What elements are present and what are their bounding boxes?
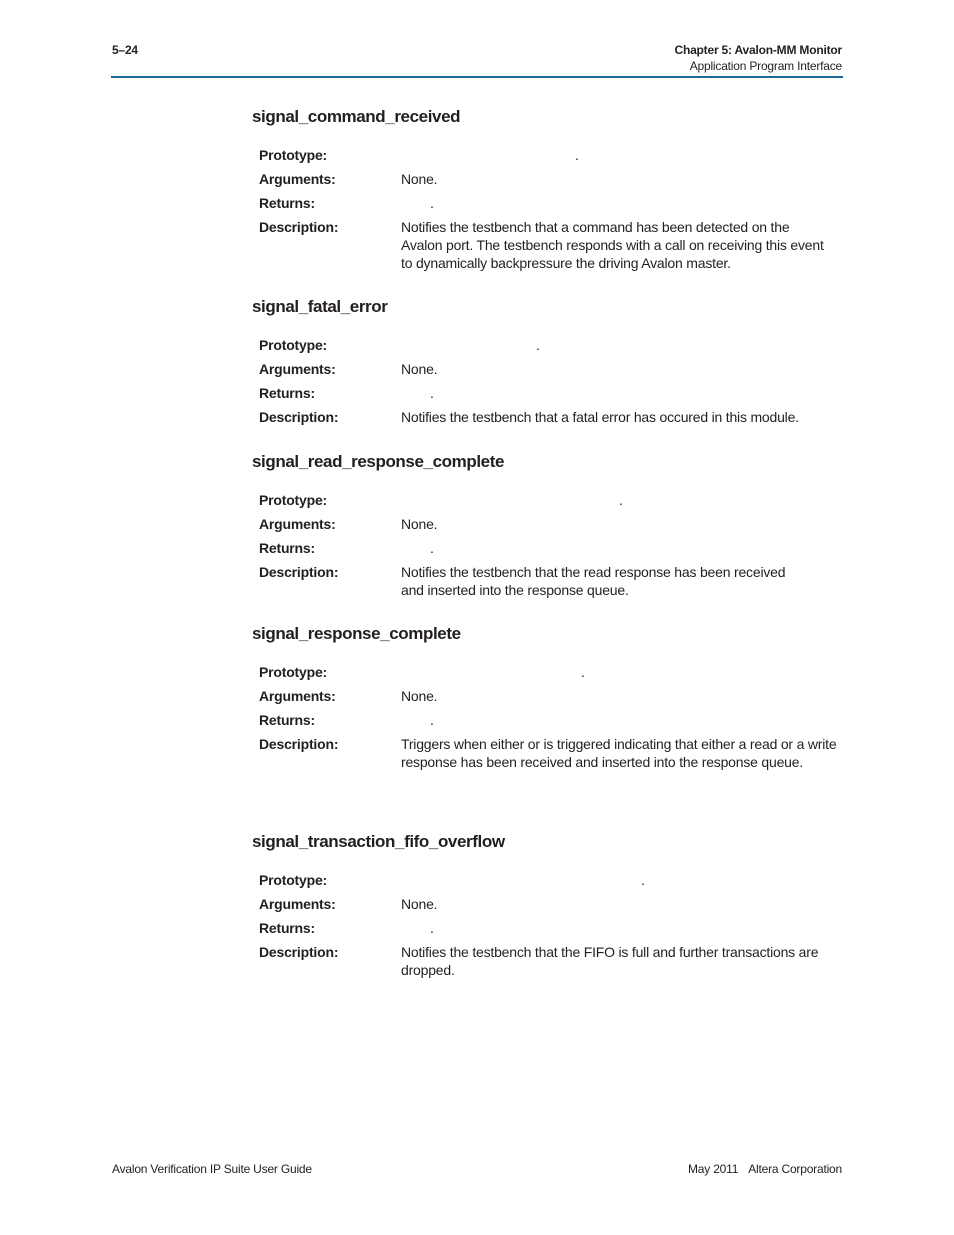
returns-label: Returns: [259,920,315,936]
function-block [252,832,842,985]
footer-info [688,1162,842,1176]
arguments-label: Arguments: [259,896,336,912]
arguments-label: Arguments: [259,516,336,532]
prototype-label: Prototype: [259,872,328,888]
description-value: Triggers when either or is triggered indicating that either a read or a write response has been received and inserted into the response queue. [401,736,837,770]
footer-date: May 2011 [687,1162,739,1176]
prototype-value: . [619,492,623,508]
returns-row [252,919,842,937]
function-title: signal_read_response_complete [252,452,505,471]
returns-value: . [430,385,434,401]
function-title: signal_transaction_fifo_overflow [252,832,505,851]
returns-row [252,539,842,557]
prototype-label: Prototype: [259,337,328,353]
arguments-value: None. [401,896,438,912]
returns-row [252,194,842,212]
chapter-title: Chapter 5: Avalon-MM Monitor [674,43,842,57]
function-title: signal_fatal_error [252,297,388,316]
prototype-value: . [641,872,645,888]
function-title: signal_response_complete [252,624,461,643]
header-rule [111,76,843,78]
returns-label: Returns: [259,385,315,401]
arguments-label: Arguments: [259,688,336,704]
description-label: Description: [259,564,339,580]
returns-value: . [430,540,434,556]
description-label: Description: [259,409,339,425]
arguments-value: None. [401,516,438,532]
description-value: Notifies the testbench that a fatal error has occured in this module. [401,409,799,425]
description-label: Description: [259,219,339,235]
arguments-value: None. [401,688,438,704]
prototype-value: . [575,147,579,163]
function-block [252,107,842,278]
prototype-row [252,491,842,509]
description-value: Notifies the testbench that a command has been detected on the Avalon port. The testbench responds with a call on receiving this event to dynamically backpressure the driving Avalon master. [401,219,824,271]
arguments-value: None. [401,171,438,187]
returns-label: Returns: [259,712,315,728]
returns-label: Returns: [259,540,315,556]
description-row [252,943,842,979]
function-block [252,452,842,605]
prototype-row [252,146,842,164]
description-row [252,563,842,599]
prototype-value: . [581,664,585,680]
arguments-row [252,170,842,188]
function-block [252,297,842,432]
arguments-label: Arguments: [259,361,336,377]
returns-row [252,711,842,729]
function-title: signal_command_received [252,107,461,126]
description-row [252,408,842,426]
arguments-label: Arguments: [259,171,336,187]
arguments-row [252,515,842,533]
description-value: Notifies the testbench that the FIFO is full and further transactions are dropped. [401,944,819,978]
prototype-label: Prototype: [259,147,328,163]
description-label: Description: [259,944,339,960]
footer-title: Avalon Verification IP Suite User Guide [112,1162,312,1176]
description-row [252,735,842,771]
returns-label: Returns: [259,195,315,211]
page-number: 5–24 [112,43,138,57]
prototype-row [252,871,842,889]
returns-value: . [430,195,434,211]
prototype-row [252,663,842,681]
arguments-row [252,895,842,913]
function-block [252,624,842,777]
prototype-label: Prototype: [259,664,328,680]
arguments-value: None. [401,361,438,377]
returns-value: . [430,712,434,728]
prototype-value: . [536,337,540,353]
returns-value: . [430,920,434,936]
description-label: Description: [259,736,339,752]
prototype-row [252,336,842,354]
description-row [252,218,842,272]
arguments-row [252,360,842,378]
description-value: Notifies the testbench that the read response has been received and inserted into the response queue. [401,564,786,598]
returns-row [252,384,842,402]
section-title: Application Program Interface [689,59,842,73]
prototype-label: Prototype: [259,492,328,508]
arguments-row [252,687,842,705]
footer-company: Altera Corporation [748,1162,842,1176]
